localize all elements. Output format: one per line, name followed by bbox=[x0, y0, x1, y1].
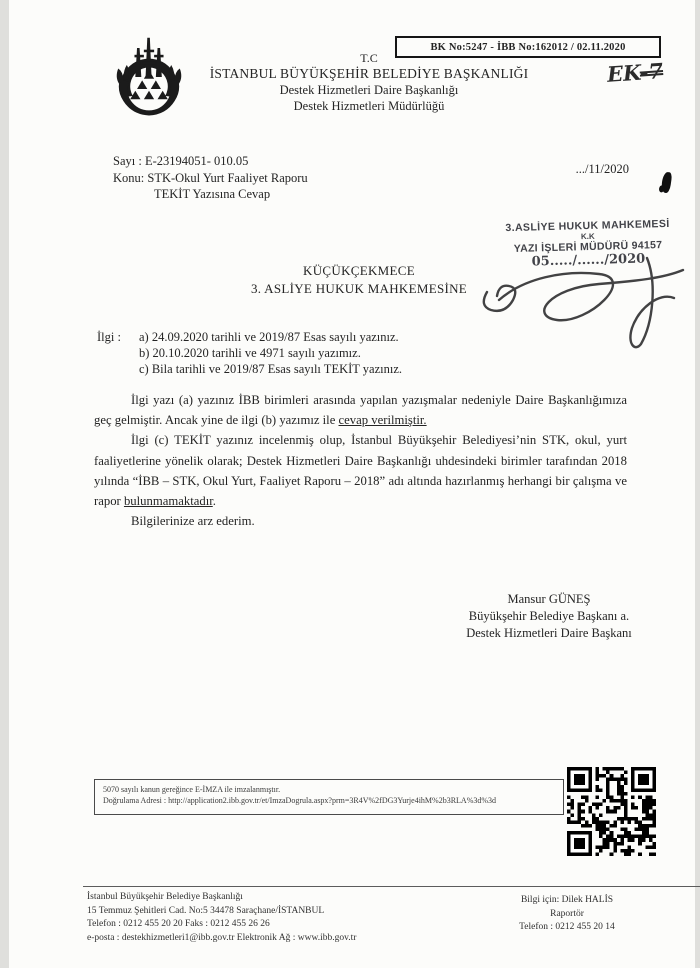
footer-phone-fax: Telefon : 0212 455 20 20 Faks : 0212 455 26 26 bbox=[87, 919, 270, 929]
signature-block bbox=[409, 591, 689, 642]
recipient-block bbox=[189, 262, 529, 298]
signer-title1: Büyükşehir Belediye Başkanı a. bbox=[468, 609, 630, 623]
eimza-box bbox=[94, 779, 564, 815]
ilgi-item-a: a) 24.09.2020 tarihli ve 2019/87 Esas sayılı yazınız. bbox=[139, 330, 399, 344]
ek-number: -7 bbox=[638, 58, 664, 85]
ek-prefix: EK bbox=[606, 59, 641, 87]
letterhead-unit: Destek Hizmetleri Müdürlüğü bbox=[293, 99, 445, 113]
signer-title2: Destek Hizmetleri Daire Başkanı bbox=[466, 626, 632, 640]
footer-info-title: Raportör bbox=[550, 908, 584, 919]
sayi-value: E-23194051- 010.05 bbox=[144, 154, 249, 168]
registry-number: BK No:5247 - İBB No:162012 / 02.11.2020 bbox=[430, 41, 626, 53]
stamp-date-line: 05...../....../2020 bbox=[531, 251, 646, 270]
reference-block bbox=[113, 153, 308, 203]
letterhead bbox=[179, 50, 559, 114]
ink-mark bbox=[661, 171, 673, 193]
footer-info-block bbox=[477, 894, 657, 935]
recipient-line1: KÜÇÜKÇEKMECE bbox=[303, 263, 415, 278]
ilgi-block bbox=[97, 329, 402, 377]
paragraph-1-underlined: cevap verilmiştir. bbox=[338, 413, 427, 428]
paragraph-2-underlined: bulunmamaktadır bbox=[123, 494, 213, 509]
paragraph-2-text: İlgi (c) TEKİT yazınız incelenmiş olup, İstanbul Büyükşehir Belediyesi’nin STK, okul, yurt faaliyetlerine yönelik olarak; Destek Hizmetleri Daire Başkanlığı uhdesindeki birimler tarafından 2018 yılında “İBB – STK, Okul Yurt, Faaliyet Raporu – 2018” adı altında hazırlanmış herhangi bir çalışma ve rapor bbox=[94, 433, 627, 509]
letterhead-organization: İSTANBUL BÜYÜKŞEHİR BELEDİYE BAŞKANLIĞI bbox=[209, 66, 529, 81]
qr-code bbox=[567, 767, 656, 856]
recipient-line2: 3. ASLİYE HUKUK MAHKEMESİNE bbox=[250, 281, 468, 296]
document-page bbox=[9, 0, 695, 968]
paragraph-2-suffix: . bbox=[212, 494, 216, 509]
footer-address: 15 Temmuz Şehitleri Cad. No:5 34478 Saraçhane/İSTANBUL bbox=[87, 905, 325, 916]
stamp-line2: K.K bbox=[580, 231, 595, 242]
ilgi-item-c: c) Bila tarihli ve 2019/87 Esas sayılı TEKİT yazınız. bbox=[139, 362, 403, 376]
eimza-statement: 5070 sayılı kanun gereğince E-İMZA ile imzalanmıştır. bbox=[103, 785, 281, 794]
letter-body bbox=[94, 390, 627, 531]
footer-divider bbox=[83, 886, 700, 887]
paragraph-2 bbox=[94, 430, 627, 511]
konu-line2: TEKİT Yazısına Cevap bbox=[154, 187, 271, 201]
ilgi-item-b: b) 20.10.2020 tarihli ve 4971 sayılı yazımız. bbox=[139, 346, 361, 360]
signer-name: Mansur GÜNEŞ bbox=[507, 592, 591, 606]
konu-line1: STK-Okul Yurt Faaliyet Raporu bbox=[147, 170, 308, 185]
footer-contact-block bbox=[87, 891, 356, 945]
sayi-label: Sayı : bbox=[113, 154, 142, 168]
stamp-court-name: 3.ASLİYE HUKUK MAHKEMESİ bbox=[505, 217, 670, 235]
stamp-clerk-title: YAZI İŞLERİ MÜDÜRÜ 94157 bbox=[513, 239, 663, 255]
footer-info-phone: Telefon : 0212 455 20 14 bbox=[519, 922, 615, 932]
paragraph-1 bbox=[94, 390, 627, 430]
closing-line: Bilgilerinize arz ederim. bbox=[131, 514, 255, 529]
document-date: .../11/2020 bbox=[575, 162, 629, 176]
konu-label: Konu: bbox=[113, 170, 145, 185]
letterhead-department: Destek Hizmetleri Daire Başkanlığı bbox=[279, 83, 459, 97]
handwritten-ek-annotation bbox=[606, 58, 664, 87]
ilgi-label: İlgi : bbox=[97, 330, 121, 344]
paragraph-1-text: İlgi yazı (a) yazınız İBB birimleri arasında yapılan yazışmalar nedeniyle Daire Başkanlığımıza geç gelmiştir. Ancak yine de ilgi (b) yazımız ile bbox=[94, 393, 627, 428]
letterhead-tc: T.C bbox=[360, 51, 378, 65]
footer-info-contact: Bilgi için: Dilek HALİS bbox=[520, 895, 614, 905]
footer-email-web: e-posta : destekhizmetleri1@ibb.gov.tr Elektronik Ağ : www.ibb.gov.tr bbox=[87, 932, 357, 943]
footer-org: İstanbul Büyükşehir Belediye Başkanlığı bbox=[87, 892, 243, 902]
eimza-verification-url: Doğrulama Adresi : http://application2.ibb.gov.tr/et/ImzaDogrula.aspx?prm=3R4V%2fDG3Yurje4ihM%2b3RLA%3d%3d bbox=[103, 796, 497, 805]
